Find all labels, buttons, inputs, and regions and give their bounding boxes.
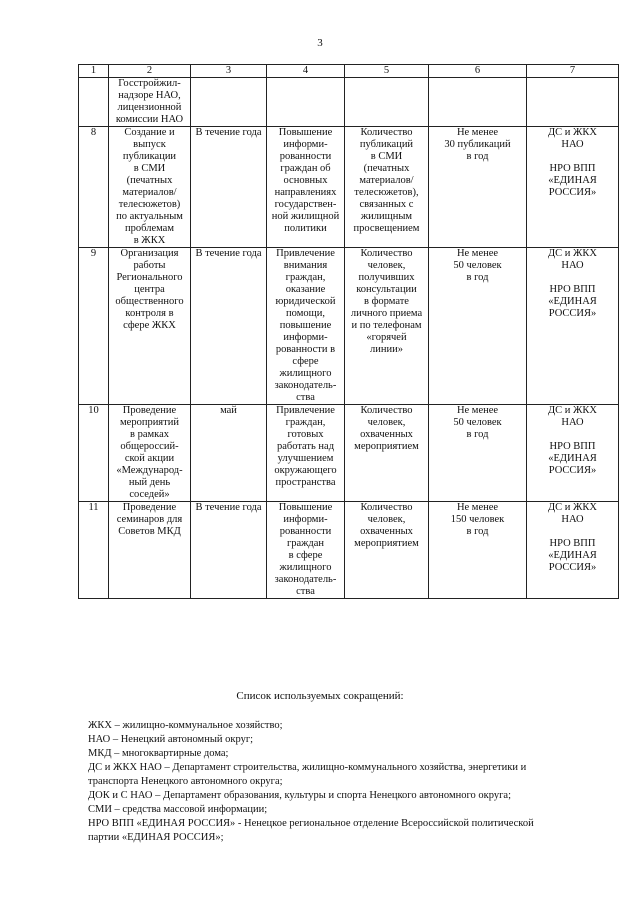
cell-responsible <box>527 248 619 405</box>
cell-line: В течение года <box>195 248 262 259</box>
cell-line: контроля в <box>125 308 174 319</box>
cell-line: окружающего <box>274 465 337 476</box>
cell-line: внимания <box>283 260 328 271</box>
abbreviation-line: ДОК и С НАО – Департамент образования, культуры и спорта Ненецкого автономного округа; <box>88 790 511 801</box>
table-row <box>79 248 619 405</box>
cell-value <box>429 248 527 405</box>
cell-line: публикаций <box>359 139 414 150</box>
cell-line: человек, <box>367 514 406 525</box>
cell-event <box>109 405 191 502</box>
cell-line: НРО ВПП <box>549 284 596 295</box>
cell-line: ДС и ЖКХ <box>547 502 598 513</box>
abbreviation-line: транспорта Ненецкого автономного округа; <box>88 776 283 787</box>
cell-line: ной жилищной <box>271 211 340 222</box>
cell-line: Не менее <box>456 502 499 513</box>
cell-line: 30 публикаций <box>444 139 511 150</box>
cell-line: 9 <box>90 248 97 259</box>
cell-line: просвещением <box>353 223 420 234</box>
header-cell: 5 <box>345 65 429 78</box>
cell-line: семинаров для <box>116 514 183 525</box>
table-row <box>79 127 619 248</box>
cell-indicator <box>345 78 429 127</box>
cell-line: мероприятием <box>354 441 419 452</box>
cell-result <box>267 405 345 502</box>
cell-line: общероссий- <box>120 441 179 452</box>
cell-line: линии» <box>370 344 403 355</box>
cell-line: Организация <box>120 248 179 259</box>
cell-line: в сфере <box>288 550 323 561</box>
cell-line: «ЕДИНАЯ <box>548 175 597 186</box>
cell-line: комиссии НАО <box>115 114 184 125</box>
cell-line: (печатных <box>363 163 410 174</box>
cell-indicator <box>345 405 429 502</box>
cell-line: соседей» <box>129 489 170 500</box>
cell-line: в формате <box>364 296 409 307</box>
abbreviation-line: ЖКХ – жилищно-коммунальное хозяйство; <box>88 720 283 731</box>
cell-line: жилищного <box>279 368 332 379</box>
cell-line: «ЕДИНАЯ <box>548 296 597 307</box>
cell-gap <box>528 526 617 538</box>
cell-line: «Международ- <box>116 465 183 476</box>
cell-line: личного приема <box>350 308 423 319</box>
cell-event <box>109 127 191 248</box>
cell-line: по актуальным <box>116 211 183 222</box>
cell-event <box>109 248 191 405</box>
cell-line: Советов МКД <box>118 526 181 537</box>
cell-line: граждан об <box>280 163 331 174</box>
cell-line: пространства <box>275 477 336 488</box>
cell-line: РОССИЯ» <box>548 187 597 198</box>
cell-line: и по телефонам <box>351 320 422 331</box>
cell-line: готовых <box>287 429 324 440</box>
header-cell: 1 <box>79 65 109 78</box>
cell-line: май <box>220 405 237 416</box>
cell-result <box>267 248 345 405</box>
cell-line: НРО ВПП <box>549 538 596 549</box>
cell-term <box>191 405 267 502</box>
cell-line: телесюжетов) <box>118 199 181 210</box>
cell-line: информи- <box>283 332 328 343</box>
cell-line: проблемам <box>125 223 174 234</box>
cell-indicator <box>345 127 429 248</box>
abbreviations-list <box>88 719 608 845</box>
cell-line: ДС и ЖКХ <box>547 248 598 259</box>
cell-num <box>79 248 109 405</box>
cell-line: сфере ЖКХ <box>123 320 176 331</box>
cell-line: в год <box>466 151 489 162</box>
cell-line: работать над <box>276 441 335 452</box>
abbreviation-line: НРО ВПП «ЕДИНАЯ РОССИЯ» - Ненецкое региональное отделение Всероссийской политической <box>88 818 534 829</box>
cell-responsible <box>527 78 619 127</box>
cell-line: охваченных <box>360 429 413 440</box>
cell-line: консультации <box>356 284 417 295</box>
cell-responsible <box>527 127 619 248</box>
abbreviation-line: СМИ – средства массовой информации; <box>88 804 268 815</box>
cell-line: основных <box>283 175 328 186</box>
cell-line: рованности <box>279 151 332 162</box>
cell-indicator <box>345 502 429 599</box>
cell-value <box>429 127 527 248</box>
abbreviation-line: МКД – многоквартирные дома; <box>88 748 229 759</box>
cell-line: ДС и ЖКХ <box>547 405 598 416</box>
cell-line: РОССИЯ» <box>548 308 597 319</box>
cell-line: телесюжетов), <box>354 187 419 198</box>
cell-line: улучшением <box>277 453 334 464</box>
cell-line: государствен- <box>274 199 337 210</box>
header-cell: 2 <box>109 65 191 78</box>
cell-line: «горячей <box>366 332 407 343</box>
cell-line: помощи, <box>286 308 325 319</box>
abbreviation-line: партии «ЕДИНАЯ РОССИЯ»; <box>88 832 224 843</box>
cell-line: информи- <box>283 139 328 150</box>
cell-line: жилищного <box>279 562 332 573</box>
cell-line: Регионального <box>116 272 183 283</box>
abbreviations-title: Список используемых сокращений: <box>236 690 404 702</box>
cell-line: Не менее <box>456 405 499 416</box>
table-row <box>79 502 619 599</box>
table-header-row <box>79 65 619 78</box>
cell-gap <box>528 151 617 163</box>
cell-line: (печатных <box>126 175 173 186</box>
cell-line: Количество <box>360 127 413 138</box>
cell-num <box>79 127 109 248</box>
cell-line: 50 человек <box>453 260 502 271</box>
cell-line: юридической <box>275 296 336 307</box>
cell-line: выпуск <box>133 139 166 150</box>
page-number: 3 <box>317 37 323 49</box>
cell-line: Количество <box>360 405 413 416</box>
cell-value <box>429 502 527 599</box>
cell-line: общественного <box>115 296 184 307</box>
cell-line: Проведение <box>122 502 177 513</box>
cell-line: Проведение <box>122 405 177 416</box>
cell-line: оказание <box>285 284 326 295</box>
cell-line: рованности <box>279 526 332 537</box>
cell-line: надзоре НАО, <box>118 90 181 101</box>
cell-term <box>191 78 267 127</box>
cell-line: ства <box>296 586 315 597</box>
cell-line: рованности в <box>275 344 336 355</box>
cell-line: граждан, <box>285 272 326 283</box>
cell-line: Не менее <box>456 127 499 138</box>
cell-num <box>79 405 109 502</box>
table-row <box>79 78 619 127</box>
cell-line: в ЖКХ <box>133 235 166 246</box>
cell-gap <box>528 429 617 441</box>
cell-line: НРО ВПП <box>549 163 596 174</box>
cell-result <box>267 502 345 599</box>
cell-line: в СМИ <box>370 151 403 162</box>
header-cell: 6 <box>429 65 527 78</box>
cell-term <box>191 248 267 405</box>
cell-line: мероприятий <box>120 417 179 428</box>
cell-line: публикации <box>122 151 177 162</box>
cell-num <box>79 78 109 127</box>
cell-line: Повышение <box>278 127 333 138</box>
cell-line: лицензионной <box>117 102 182 113</box>
cell-line: ства <box>296 392 315 403</box>
cell-line: материалов/ <box>359 175 414 186</box>
cell-line: НАО <box>561 514 584 525</box>
cell-line: Привлечение <box>276 248 335 259</box>
cell-line: Привлечение <box>276 405 335 416</box>
cell-term <box>191 127 267 248</box>
cell-line: «ЕДИНАЯ <box>548 550 597 561</box>
cell-num <box>79 502 109 599</box>
cell-line: человек, <box>367 260 406 271</box>
cell-event <box>109 78 191 127</box>
cell-line: 10 <box>88 405 99 416</box>
cell-line: В течение года <box>195 127 262 138</box>
cell-line: РОССИЯ» <box>548 465 597 476</box>
cell-line: Создание и <box>124 127 175 138</box>
cell-line: связанных с <box>359 199 414 210</box>
abbreviation-line: ДС и ЖКХ НАО – Департамент строительства, жилищно-коммунального хозяйства, энергетики и <box>88 762 527 773</box>
cell-line: в год <box>466 272 489 283</box>
cell-line: мероприятием <box>354 538 419 549</box>
header-cell: 7 <box>527 65 619 78</box>
cell-line: НАО <box>561 417 584 428</box>
cell-responsible <box>527 405 619 502</box>
cell-gap <box>528 272 617 284</box>
cell-result <box>267 78 345 127</box>
cell-line: сфере <box>292 356 319 367</box>
cell-line: повышение <box>279 320 332 331</box>
cell-indicator <box>345 248 429 405</box>
cell-value <box>429 78 527 127</box>
cell-term <box>191 502 267 599</box>
cell-line: в СМИ <box>133 163 166 174</box>
cell-line: 50 человек <box>453 417 502 428</box>
cell-line: человек, <box>367 417 406 428</box>
cell-line: Повышение <box>278 502 333 513</box>
cell-line: направлениях <box>274 187 337 198</box>
header-cell: 4 <box>267 65 345 78</box>
cell-result <box>267 127 345 248</box>
cell-line: работы <box>133 260 166 271</box>
header-cell: 3 <box>191 65 267 78</box>
cell-line: в год <box>466 429 489 440</box>
cell-line: Не менее <box>456 248 499 259</box>
cell-line: жилищным <box>360 211 413 222</box>
cell-line: 8 <box>90 127 97 138</box>
cell-line: охваченных <box>360 526 413 537</box>
cell-line: информи- <box>283 514 328 525</box>
cell-line: В течение года <box>195 502 262 513</box>
cell-line: НАО <box>561 260 584 271</box>
cell-line: ской акции <box>124 453 175 464</box>
cell-event <box>109 502 191 599</box>
cell-line: материалов/ <box>122 187 177 198</box>
cell-line: Количество <box>360 502 413 513</box>
cell-line: РОССИЯ» <box>548 562 597 573</box>
cell-line: Количество <box>360 248 413 259</box>
cell-line: граждан <box>286 538 325 549</box>
cell-line: политики <box>284 223 327 234</box>
cell-line: 11 <box>88 502 99 513</box>
cell-line: «ЕДИНАЯ <box>548 453 597 464</box>
cell-line: НРО ВПП <box>549 441 596 452</box>
cell-line: НАО <box>561 139 584 150</box>
cell-line: в год <box>466 526 489 537</box>
cell-line: граждан, <box>285 417 326 428</box>
cell-line: 150 человек <box>450 514 505 525</box>
table-row <box>79 405 619 502</box>
cell-responsible <box>527 502 619 599</box>
cell-line: центра <box>134 284 165 295</box>
plan-table <box>78 64 619 599</box>
cell-line: ный день <box>128 477 171 488</box>
cell-line: в рамках <box>130 429 169 440</box>
cell-line: законодатель- <box>274 380 337 391</box>
cell-line: ДС и ЖКХ <box>547 127 598 138</box>
cell-value <box>429 405 527 502</box>
cell-line: получивших <box>358 272 415 283</box>
cell-line: законодатель- <box>274 574 337 585</box>
abbreviation-line: НАО – Ненецкий автономный округ; <box>88 734 254 745</box>
cell-line: Госстройжил- <box>118 78 181 89</box>
